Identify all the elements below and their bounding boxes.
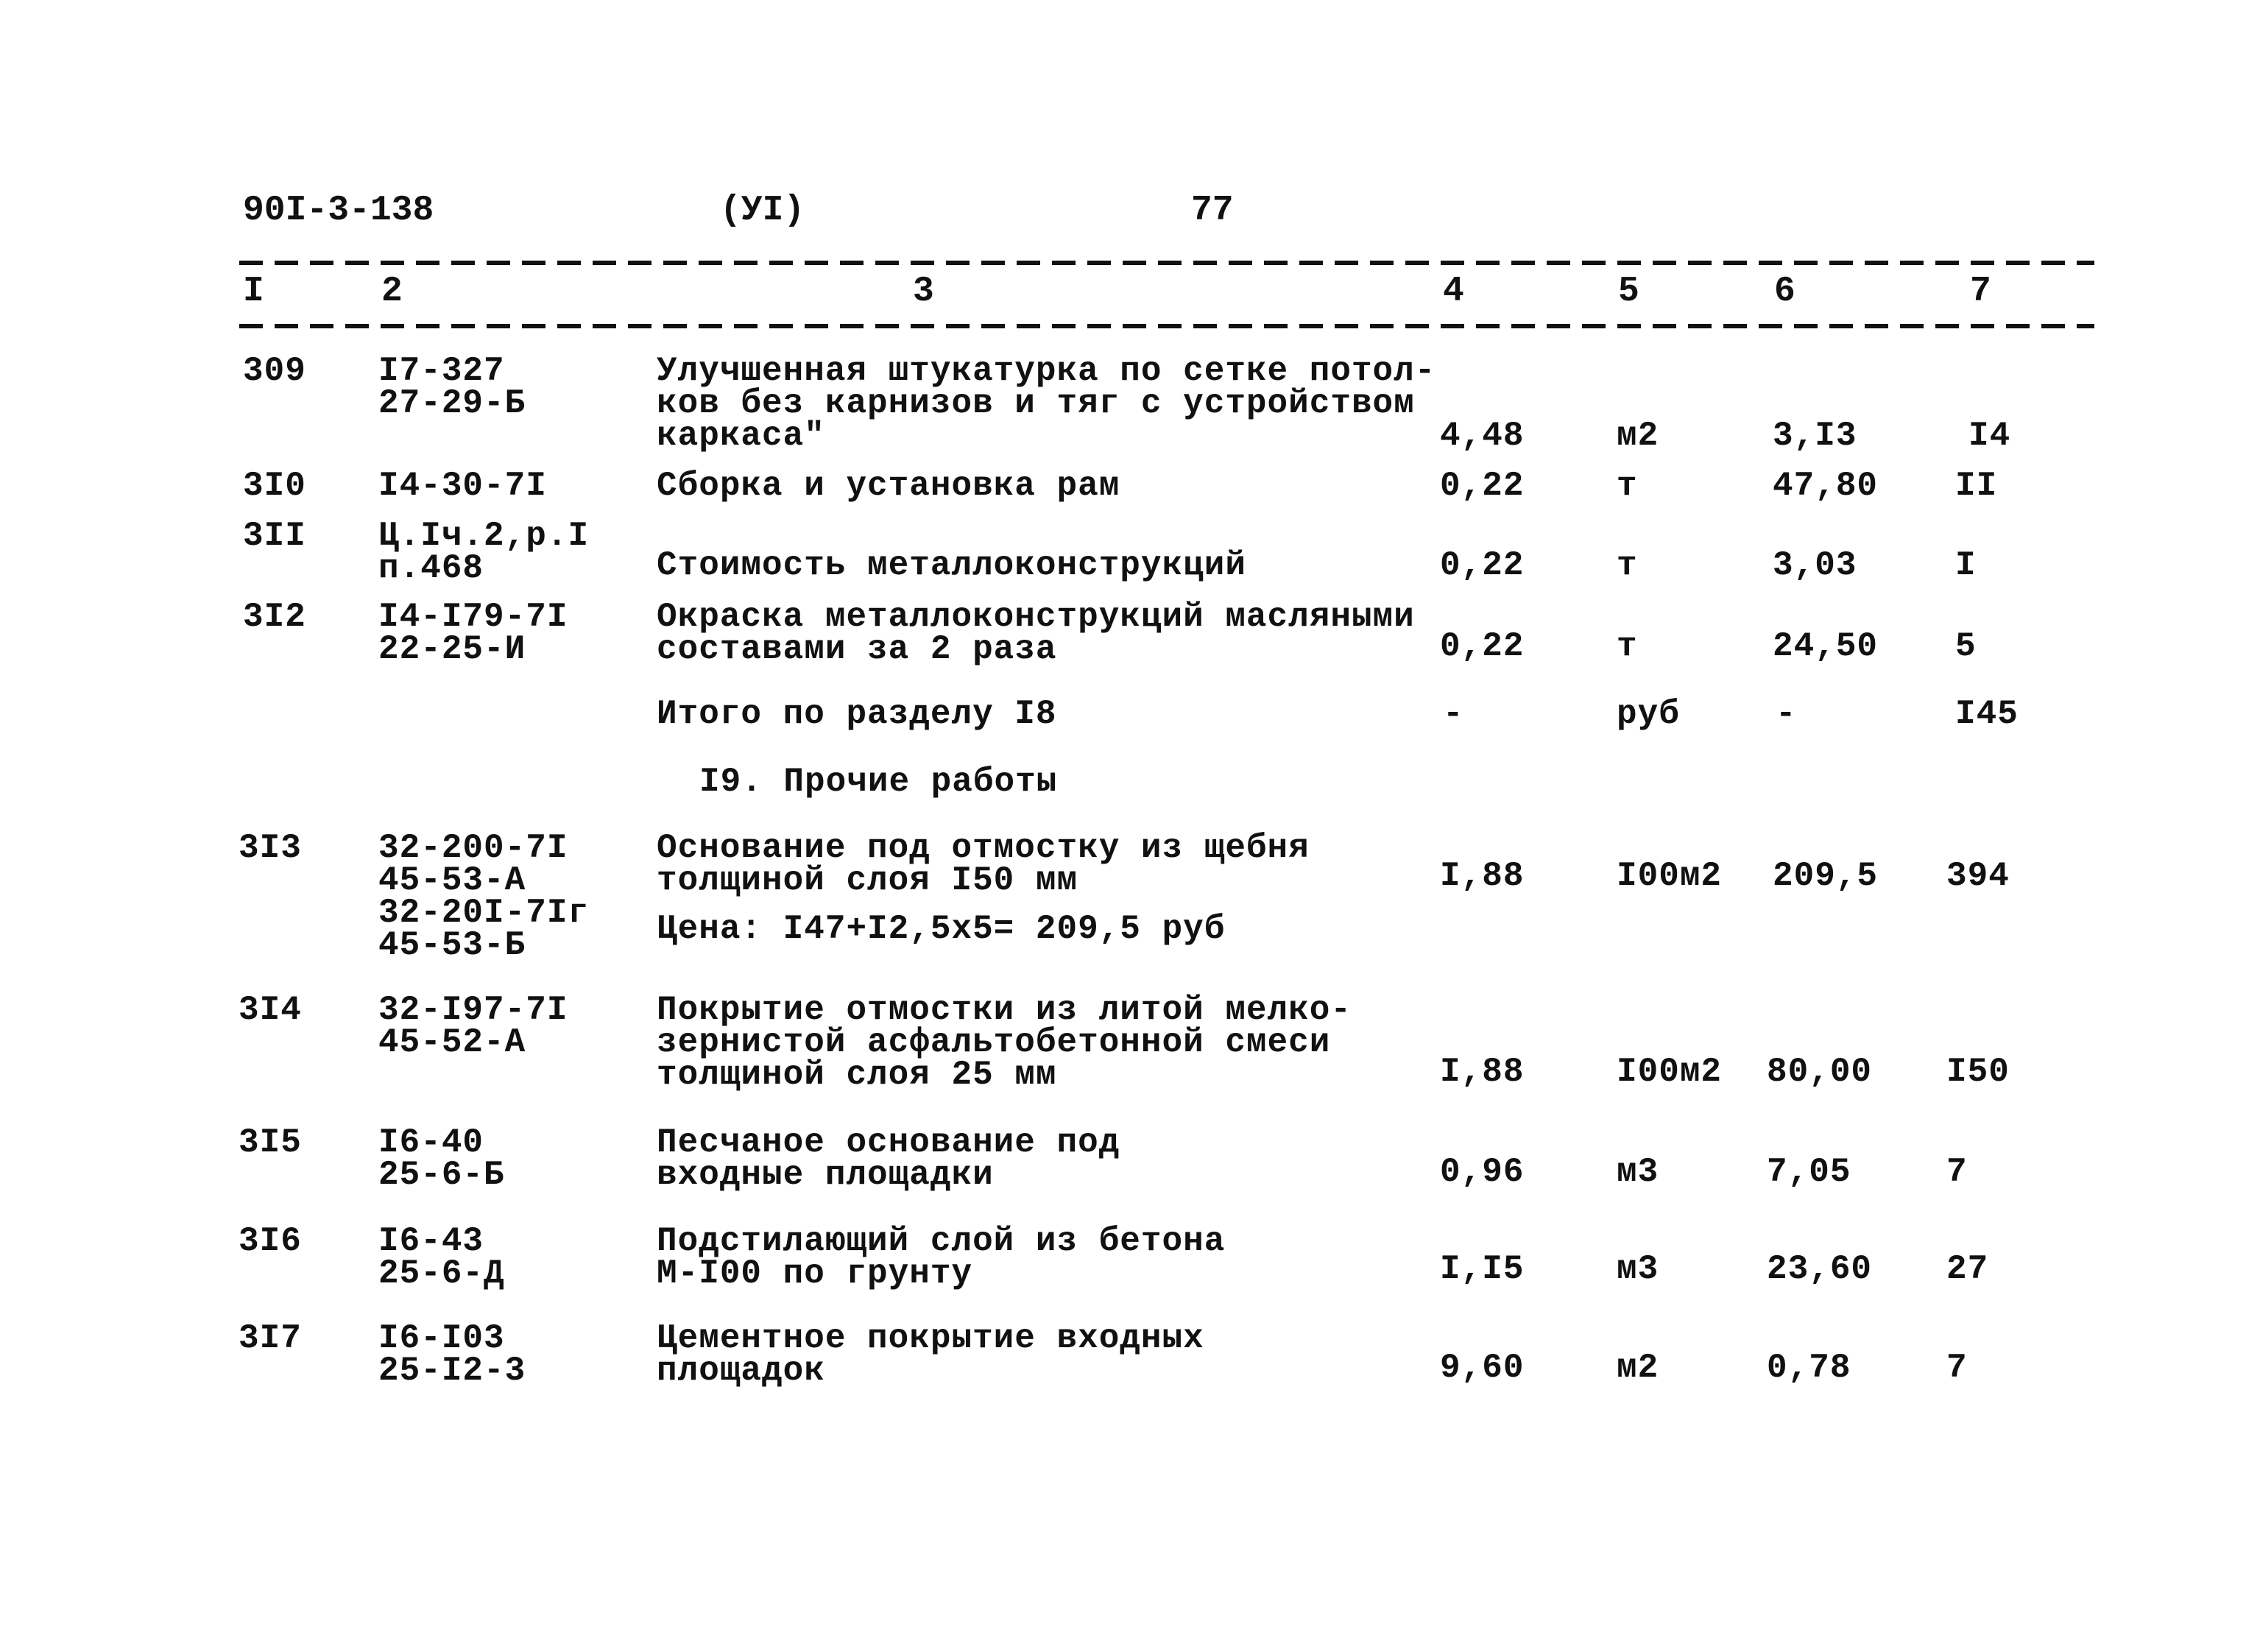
norm-code: I4-I79-7I: [378, 598, 568, 636]
unit-price: 80,00: [1767, 1053, 1873, 1091]
norm-code: 32-200-7I: [378, 829, 568, 867]
unit-price: 3,I3: [1773, 417, 1857, 455]
total-cost: II: [1955, 467, 1998, 505]
norm-code: I6-I03: [378, 1319, 505, 1358]
work-description: толщиной слоя I50 мм: [657, 861, 1078, 900]
quantity: 0,22: [1440, 467, 1525, 505]
column-header-7: 7: [1970, 272, 1991, 311]
unit-price: 7,05: [1767, 1153, 1851, 1191]
document-code: 90I-3-138: [243, 191, 434, 230]
work-description: ков без карнизов и тяг с устройством: [657, 384, 1415, 423]
unit: т: [1617, 627, 1638, 666]
norm-code: I6-40: [378, 1123, 484, 1162]
unit: м3: [1617, 1153, 1659, 1191]
norm-code: 32-I97-7I: [378, 991, 568, 1029]
unit-price: 0,78: [1767, 1349, 1851, 1387]
work-description: Подстилающий слой из бетона: [657, 1222, 1226, 1260]
work-description: Цементное покрытие входных: [657, 1319, 1204, 1358]
work-description: Улучшенная штукатурка по сетке потол-: [657, 352, 1436, 390]
work-description: Основание под отмостку из щебня: [657, 829, 1310, 867]
work-description: Стоимость металлоконструкций: [657, 546, 1246, 585]
unit-price: 209,5: [1773, 857, 1879, 895]
unit-price: 3,03: [1773, 546, 1857, 585]
norm-code: 27-29-Б: [378, 384, 526, 423]
total-cost: I45: [1955, 695, 2019, 733]
quantity: I,88: [1440, 1053, 1525, 1091]
total-cost: 394: [1946, 857, 2010, 895]
norm-code: I7-327: [378, 352, 505, 390]
total-cost: I50: [1946, 1053, 2010, 1091]
section-total-label: Итого по разделу I8: [657, 695, 1057, 733]
work-description: площадок: [657, 1352, 825, 1390]
section-heading: I9. Прочие работы: [699, 763, 1058, 801]
quantity: I,I5: [1440, 1250, 1525, 1288]
norm-code: I4-30-7I: [378, 467, 547, 505]
quantity: -: [1443, 695, 1464, 733]
work-description: Песчаное основание под: [657, 1123, 1120, 1162]
row-number: 3I4: [239, 991, 302, 1029]
work-description: Окраска металлоконструкций масляными: [657, 598, 1415, 636]
quantity: 0,22: [1440, 546, 1525, 585]
norm-code: Ц.Iч.2,р.I: [378, 517, 590, 555]
total-cost: 27: [1946, 1250, 1989, 1288]
unit: т: [1617, 546, 1638, 585]
norm-code: 45-52-А: [378, 1023, 526, 1062]
unit: т: [1617, 467, 1638, 505]
norm-code: 25-6-Б: [378, 1156, 505, 1194]
quantity: 0,96: [1440, 1153, 1525, 1191]
unit-price: 47,80: [1773, 467, 1879, 505]
column-header-5: 5: [1618, 272, 1639, 311]
row-number: 309: [243, 352, 306, 390]
header-bottom-rule: [239, 324, 2094, 328]
unit: I00м2: [1617, 1053, 1723, 1091]
norm-code: 22-25-И: [378, 630, 526, 668]
row-number: 3I3: [239, 829, 302, 867]
norm-code: п.468: [378, 549, 484, 587]
price-calculation-note: Цена: I47+I2,5х5= 209,5 руб: [657, 910, 1226, 948]
total-cost: I: [1955, 546, 1977, 585]
column-header-4: 4: [1443, 272, 1464, 311]
norm-code: 32-20I-7Iг: [378, 894, 590, 932]
row-number: 3I7: [239, 1319, 302, 1358]
column-header-6: 6: [1774, 272, 1795, 311]
norm-code: 45-53-А: [378, 861, 526, 900]
total-cost: I4: [1968, 417, 2011, 455]
norm-code: I6-43: [378, 1222, 484, 1260]
unit: м2: [1617, 1349, 1659, 1387]
quantity: 4,48: [1440, 417, 1525, 455]
work-description: М-I00 по грунту: [657, 1254, 973, 1293]
row-number: 3I5: [239, 1123, 302, 1162]
column-header-2: 2: [381, 272, 403, 311]
row-number: 3I2: [243, 598, 306, 636]
work-description: входные площадки: [657, 1156, 994, 1194]
work-description: Сборка и установка рам: [657, 467, 1120, 505]
page-number: 77: [1191, 191, 1234, 230]
quantity: 0,22: [1440, 627, 1525, 666]
unit-price: 24,50: [1773, 627, 1879, 666]
row-number: 3I0: [243, 467, 306, 505]
unit: м2: [1617, 417, 1659, 455]
work-description: Покрытие отмостки из литой мелко-: [657, 991, 1352, 1029]
quantity: 9,60: [1440, 1349, 1525, 1387]
work-description: составами за 2 раза: [657, 630, 1057, 668]
unit: м3: [1617, 1250, 1659, 1288]
norm-code: 25-I2-3: [378, 1352, 526, 1390]
unit: I00м2: [1617, 857, 1723, 895]
quantity: I,88: [1440, 857, 1525, 895]
work-description: зернистой асфальтобетонной смеси: [657, 1023, 1331, 1062]
unit: руб: [1617, 695, 1680, 733]
norm-code: 25-6-Д: [378, 1254, 505, 1293]
column-header-3: 3: [913, 272, 934, 311]
total-cost: 5: [1955, 627, 1977, 666]
header-top-rule: [239, 261, 2094, 265]
work-description: толщиной слоя 25 мм: [657, 1056, 1057, 1094]
total-cost: 7: [1946, 1153, 1968, 1191]
row-number: 3II: [243, 517, 306, 555]
section-marker: (УI): [720, 191, 805, 230]
row-number: 3I6: [239, 1222, 302, 1260]
total-cost: 7: [1946, 1349, 1968, 1387]
unit-price: -: [1776, 695, 1797, 733]
work-description: каркаса": [657, 417, 825, 455]
column-header-1: I: [243, 272, 264, 311]
unit-price: 23,60: [1767, 1250, 1873, 1288]
norm-code: 45-53-Б: [378, 926, 526, 964]
